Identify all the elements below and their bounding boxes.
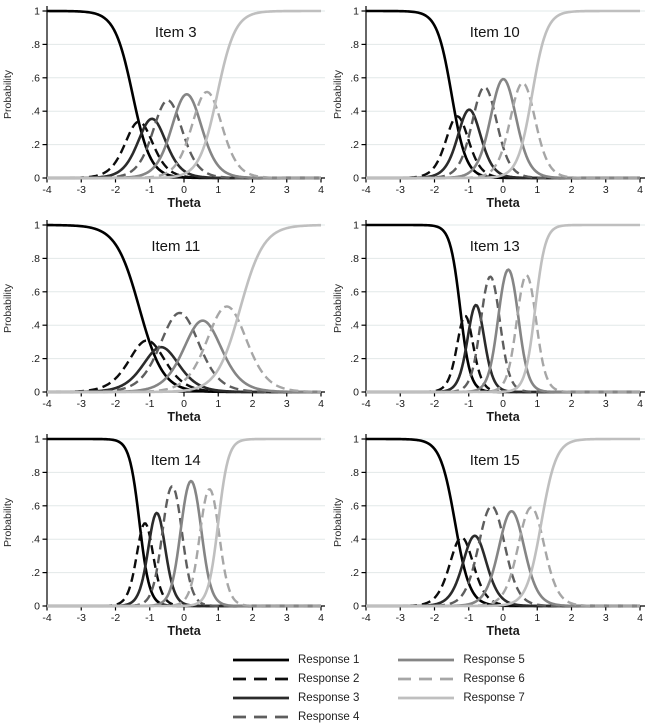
x-tick-label: -3 bbox=[395, 398, 405, 410]
y-tick-label: .8 bbox=[31, 252, 40, 265]
curve-response-2 bbox=[366, 537, 640, 606]
x-axis-label: Theta bbox=[167, 410, 201, 424]
y-tick-label: .8 bbox=[350, 466, 359, 479]
y-tick-label: 1 bbox=[34, 219, 40, 232]
legend bbox=[232, 650, 525, 723]
line-swatch-icon bbox=[232, 694, 290, 702]
x-axis-label: Theta bbox=[167, 196, 201, 210]
panel-item-3 bbox=[0, 0, 330, 214]
x-tick-label: -1 bbox=[464, 398, 474, 410]
curve-response-3 bbox=[366, 536, 640, 606]
x-tick-label: -2 bbox=[110, 184, 121, 196]
x-tick-label: -4 bbox=[42, 184, 52, 196]
curve-response-4 bbox=[366, 87, 640, 178]
x-tick-label: 1 bbox=[534, 398, 541, 410]
y-tick-label: .2 bbox=[31, 567, 40, 580]
legend-label: Response 7 bbox=[463, 691, 525, 704]
x-tick-label: -2 bbox=[429, 612, 440, 624]
panel-title: Item 3 bbox=[154, 24, 197, 41]
y-tick-label: .8 bbox=[31, 38, 40, 51]
panel-item-10 bbox=[330, 0, 660, 214]
y-tick-label: .6 bbox=[350, 286, 359, 299]
curve-response-6 bbox=[366, 83, 640, 178]
x-tick-label: 2 bbox=[249, 398, 256, 410]
y-tick-label: 1 bbox=[34, 433, 40, 446]
curve-response-6 bbox=[47, 92, 321, 178]
panel-item-15 bbox=[330, 428, 660, 642]
x-tick-label: -4 bbox=[42, 612, 52, 624]
curve-response-5 bbox=[47, 321, 321, 392]
y-tick-label: .8 bbox=[31, 466, 40, 479]
legend-entry-response-4 bbox=[232, 707, 359, 723]
y-tick-label: .4 bbox=[350, 533, 359, 546]
x-tick-label: 2 bbox=[568, 398, 575, 410]
x-tick-label: 0 bbox=[181, 612, 187, 624]
y-tick-label: 1 bbox=[353, 5, 359, 18]
y-tick-label: 0 bbox=[353, 386, 359, 399]
x-tick-label: 4 bbox=[318, 184, 324, 196]
curve-response-5 bbox=[366, 270, 640, 392]
y-axis-label: Probability bbox=[2, 69, 14, 120]
panel-title: Item 15 bbox=[469, 452, 520, 469]
y-axis-label: Probability bbox=[332, 283, 344, 334]
legend-entry-response-1 bbox=[232, 650, 359, 669]
x-tick-label: -2 bbox=[110, 398, 121, 410]
x-tick-label: -2 bbox=[429, 398, 440, 410]
legend-label: Response 5 bbox=[463, 653, 525, 666]
line-swatch-icon bbox=[397, 694, 455, 702]
legend-column-1 bbox=[232, 650, 359, 723]
x-tick-label: -4 bbox=[42, 398, 52, 410]
y-axis-label: Probability bbox=[2, 283, 14, 334]
legend-label: Response 2 bbox=[298, 672, 360, 685]
y-tick-label: 1 bbox=[353, 433, 359, 446]
x-tick-label: 3 bbox=[602, 612, 609, 624]
x-tick-label: -3 bbox=[395, 612, 405, 624]
x-tick-label: 0 bbox=[181, 398, 187, 410]
line-swatch-icon bbox=[232, 656, 290, 664]
y-tick-label: .6 bbox=[31, 72, 40, 85]
panel-title: Item 10 bbox=[469, 24, 520, 41]
x-tick-label: -1 bbox=[145, 398, 155, 410]
x-tick-label: -1 bbox=[464, 612, 474, 624]
x-axis-label: Theta bbox=[167, 624, 201, 638]
x-tick-label: 4 bbox=[637, 398, 643, 410]
x-tick-label: 1 bbox=[534, 612, 541, 624]
x-tick-label: 3 bbox=[602, 184, 609, 196]
x-tick-label: 0 bbox=[500, 612, 506, 624]
y-tick-label: 0 bbox=[353, 600, 359, 613]
y-tick-label: .4 bbox=[31, 533, 40, 546]
y-axis-label: Probability bbox=[332, 69, 344, 120]
x-tick-label: 1 bbox=[534, 184, 541, 196]
x-tick-label: 4 bbox=[637, 612, 643, 624]
y-tick-label: 0 bbox=[353, 172, 359, 185]
x-tick-label: 2 bbox=[568, 612, 575, 624]
panel-item-11 bbox=[0, 214, 330, 428]
x-tick-label: -2 bbox=[429, 184, 440, 196]
x-tick-label: 3 bbox=[283, 398, 290, 410]
curve-response-5 bbox=[47, 94, 321, 178]
x-tick-label: 0 bbox=[181, 184, 187, 196]
x-tick-label: -3 bbox=[76, 184, 86, 196]
y-tick-label: .2 bbox=[350, 139, 359, 152]
x-tick-label: 1 bbox=[215, 184, 222, 196]
y-tick-label: 1 bbox=[353, 219, 359, 232]
x-tick-label: 1 bbox=[215, 398, 222, 410]
x-tick-label: -4 bbox=[361, 184, 371, 196]
legend-entry-response-3 bbox=[232, 688, 359, 707]
x-tick-label: 3 bbox=[602, 398, 609, 410]
x-axis-label: Theta bbox=[486, 410, 520, 424]
y-tick-label: .6 bbox=[350, 500, 359, 513]
curve-response-6 bbox=[366, 275, 640, 392]
line-swatch-icon bbox=[397, 675, 455, 683]
y-tick-label: .6 bbox=[350, 72, 359, 85]
x-tick-label: 3 bbox=[283, 184, 290, 196]
line-swatch-icon bbox=[232, 675, 290, 683]
curve-response-3 bbox=[47, 347, 321, 392]
y-tick-label: 0 bbox=[34, 172, 40, 185]
x-tick-label: -1 bbox=[145, 612, 155, 624]
panel-title: Item 11 bbox=[151, 238, 201, 255]
curve-response-4 bbox=[366, 277, 640, 392]
x-tick-label: -4 bbox=[361, 612, 371, 624]
y-tick-label: .8 bbox=[350, 252, 359, 265]
y-tick-label: .6 bbox=[31, 286, 40, 299]
x-tick-label: 2 bbox=[568, 184, 575, 196]
legend-label: Response 4 bbox=[298, 710, 360, 723]
x-tick-label: 4 bbox=[318, 398, 324, 410]
x-tick-label: -3 bbox=[395, 184, 405, 196]
y-tick-label: .2 bbox=[31, 139, 40, 152]
panel-item-14 bbox=[0, 428, 330, 642]
legend-label: Response 1 bbox=[298, 653, 360, 666]
y-tick-label: .2 bbox=[31, 353, 40, 366]
x-tick-label: 4 bbox=[637, 184, 643, 196]
x-tick-label: 4 bbox=[318, 612, 324, 624]
legend-column-2 bbox=[397, 650, 524, 723]
curve-response-2 bbox=[47, 523, 321, 606]
y-tick-label: 0 bbox=[34, 600, 40, 613]
legend-entry-response-5 bbox=[397, 650, 524, 669]
x-tick-label: -1 bbox=[145, 184, 155, 196]
y-axis-label: Probability bbox=[332, 497, 344, 548]
curve-response-3 bbox=[47, 513, 321, 606]
curve-response-3 bbox=[47, 119, 321, 178]
legend-entry-response-2 bbox=[232, 669, 359, 688]
x-tick-label: 1 bbox=[215, 612, 222, 624]
legend-label: Response 3 bbox=[298, 691, 360, 704]
y-axis-label: Probability bbox=[2, 497, 14, 548]
x-tick-label: 0 bbox=[500, 398, 506, 410]
panel-title: Item 13 bbox=[469, 238, 520, 255]
curve-response-4 bbox=[366, 506, 640, 606]
x-tick-label: -3 bbox=[76, 398, 86, 410]
y-tick-label: .4 bbox=[31, 105, 40, 118]
legend-entry-response-6 bbox=[397, 669, 524, 688]
y-tick-label: .2 bbox=[350, 353, 359, 366]
panel-title: Item 14 bbox=[150, 452, 201, 469]
y-tick-label: .2 bbox=[350, 567, 359, 580]
line-swatch-icon bbox=[397, 656, 455, 664]
panel-item-13 bbox=[330, 214, 660, 428]
curve-response-4 bbox=[47, 100, 321, 178]
x-axis-label: Theta bbox=[486, 196, 520, 210]
curve-response-2 bbox=[366, 316, 640, 392]
y-tick-label: .4 bbox=[31, 319, 40, 332]
x-axis-label: Theta bbox=[486, 624, 520, 638]
x-tick-label: 3 bbox=[283, 612, 290, 624]
curve-response-6 bbox=[366, 507, 640, 606]
line-swatch-icon bbox=[232, 713, 290, 721]
y-tick-label: .4 bbox=[350, 319, 359, 332]
x-tick-label: 2 bbox=[249, 184, 256, 196]
y-tick-label: .8 bbox=[350, 38, 359, 51]
y-tick-label: .4 bbox=[350, 105, 359, 118]
x-tick-label: 0 bbox=[500, 184, 506, 196]
x-tick-label: -3 bbox=[76, 612, 86, 624]
legend-entry-response-7 bbox=[397, 688, 524, 707]
legend-label: Response 6 bbox=[463, 672, 525, 685]
x-tick-label: -4 bbox=[361, 398, 371, 410]
x-tick-label: -2 bbox=[110, 612, 121, 624]
y-tick-label: 1 bbox=[34, 5, 40, 18]
y-tick-label: 0 bbox=[34, 386, 40, 399]
x-tick-label: 2 bbox=[249, 612, 256, 624]
curve-response-5 bbox=[366, 79, 640, 178]
curve-response-5 bbox=[47, 481, 321, 606]
x-tick-label: -1 bbox=[464, 184, 474, 196]
y-tick-label: .6 bbox=[31, 500, 40, 513]
